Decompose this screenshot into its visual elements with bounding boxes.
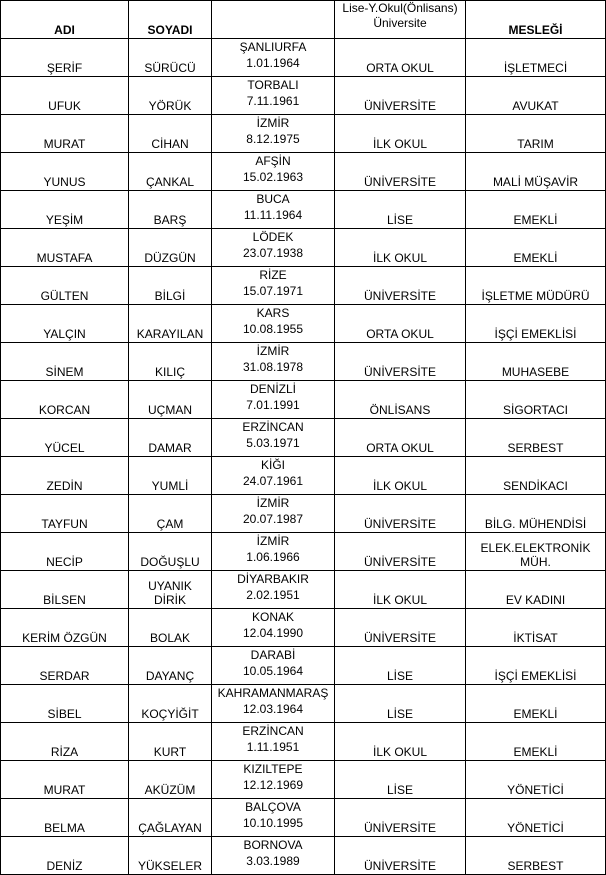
- occupation-cell: EMEKLİ: [466, 685, 606, 723]
- place-date-cell: [212, 343, 335, 381]
- surname-cell: KARAYILAN: [129, 305, 212, 343]
- education-cell: ORTA OKUL: [335, 419, 466, 457]
- place-date-cell: [212, 571, 335, 609]
- place-date-cell: [212, 77, 335, 115]
- birth-date: 7.01.1991: [246, 398, 300, 412]
- birth-date: 11.11.1964: [243, 208, 303, 222]
- birth-date: 12.12.1969: [242, 778, 304, 792]
- birth-date: 1.06.1966: [246, 550, 300, 564]
- occupation-cell: İŞÇİ EMEKLİSİ: [466, 647, 606, 685]
- education-cell: İLK OKUL: [335, 571, 466, 609]
- place-date-cell: [212, 837, 335, 875]
- place-date-cell: [212, 609, 335, 647]
- table-row: [1, 381, 606, 419]
- birth-date: 31.08.1978: [242, 360, 304, 374]
- table-row: [1, 77, 606, 115]
- table-row: [1, 533, 606, 571]
- occupation-cell: SERBEST: [466, 837, 606, 875]
- table-row: [1, 837, 606, 875]
- education-cell: ÜNİVERSİTE: [335, 153, 466, 191]
- surname-cell: BOLAK: [129, 609, 212, 647]
- education-cell: ÜNİVERSİTE: [335, 837, 466, 875]
- table-row: [1, 191, 606, 229]
- birth-place: ERZİNCAN: [242, 420, 304, 434]
- place-date-cell: [212, 381, 335, 419]
- surname-cell: AKÜZÜM: [129, 761, 212, 799]
- birth-date: 1.11.1951: [246, 740, 300, 754]
- surname-cell: BİLGİ: [129, 267, 212, 305]
- header-occupation: MESLEĞİ: [466, 1, 606, 39]
- surname-cell: BARŞ: [129, 191, 212, 229]
- place-date-cell: [212, 533, 335, 571]
- birth-date: 2.02.1951: [246, 588, 300, 602]
- birth-date: 15.02.1963: [242, 170, 304, 184]
- education-cell: İLK OKUL: [335, 229, 466, 267]
- occupation-cell: MALİ MÜŞAVİR: [466, 153, 606, 191]
- name-cell: YALÇIN: [1, 305, 129, 343]
- education-cell: ÜNİVERSİTE: [335, 343, 466, 381]
- birth-place: RİZE: [259, 268, 287, 282]
- place-date-cell: [212, 495, 335, 533]
- birth-place: BALÇOVA: [245, 800, 301, 814]
- birth-place: İZMİR: [256, 344, 290, 358]
- occupation-cell: AVUKAT: [466, 77, 606, 115]
- header-name: ADI: [1, 1, 129, 39]
- place-date-cell: [212, 305, 335, 343]
- table-row: [1, 419, 606, 457]
- name-cell: MURAT: [1, 115, 129, 153]
- birth-date: 5.03.1971: [246, 436, 300, 450]
- occupation-cell: EMEKLİ: [466, 191, 606, 229]
- surname-cell: CİHAN: [129, 115, 212, 153]
- education-cell: ÜNİVERSİTE: [335, 77, 466, 115]
- table-row: [1, 229, 606, 267]
- education-cell: LİSE: [335, 647, 466, 685]
- birth-date: 12.04.1990: [242, 626, 304, 640]
- education-cell: ÜNİVERSİTE: [335, 495, 466, 533]
- education-cell: ÜNİVERSİTE: [335, 609, 466, 647]
- name-cell: BİLSEN: [1, 571, 129, 609]
- surname-cell: KOÇYİĞİT: [129, 685, 212, 723]
- surname-cell: KILIÇ: [129, 343, 212, 381]
- header-education: Lise-Y.Okul(Önlisans) Üniversite: [335, 1, 466, 39]
- table-row: [1, 305, 606, 343]
- education-cell: LİSE: [335, 685, 466, 723]
- name-cell: YÜCEL: [1, 419, 129, 457]
- place-date-cell: [212, 685, 335, 723]
- place-date-cell: [212, 457, 335, 495]
- surname-cell: ÇANKAL: [129, 153, 212, 191]
- surname-cell: DAYANÇ: [129, 647, 212, 685]
- birth-place: AFŞİN: [255, 154, 291, 168]
- education-cell: ÜNİVERSİTE: [335, 799, 466, 837]
- surname-cell: UYANIK DİRİK: [129, 571, 212, 609]
- birth-date: 15.07.1971: [242, 284, 304, 298]
- occupation-cell: TARIM: [466, 115, 606, 153]
- table-header: [1, 1, 606, 39]
- table-row: [1, 571, 606, 609]
- birth-place: TORBALI: [247, 78, 299, 92]
- occupation-cell: İŞLETMECİ: [466, 39, 606, 77]
- name-cell: DENİZ: [1, 837, 129, 875]
- education-cell: İLK OKUL: [335, 457, 466, 495]
- table-body: [1, 39, 606, 875]
- surname-cell: DOĞUŞLU: [129, 533, 212, 571]
- place-date-cell: [212, 799, 335, 837]
- occupation-cell: MUHASEBE: [466, 343, 606, 381]
- table-row: [1, 343, 606, 381]
- name-cell: YUNUS: [1, 153, 129, 191]
- birth-date: 1.01.1964: [246, 56, 300, 70]
- surname-cell: UÇMAN: [129, 381, 212, 419]
- table-row: [1, 115, 606, 153]
- name-cell: RİZA: [1, 723, 129, 761]
- name-cell: YEŞİM: [1, 191, 129, 229]
- birth-place: KARS: [256, 306, 290, 320]
- birth-place: KONAK: [251, 610, 294, 624]
- table-row: [1, 723, 606, 761]
- education-cell: LİSE: [335, 761, 466, 799]
- surname-cell: KURT: [129, 723, 212, 761]
- education-cell: ÜNİVERSİTE: [335, 267, 466, 305]
- education-cell: LİSE: [335, 191, 466, 229]
- name-cell: KORCAN: [1, 381, 129, 419]
- birth-date: 24.07.1961: [242, 474, 304, 488]
- occupation-cell: SİGORTACI: [466, 381, 606, 419]
- name-cell: NECİP: [1, 533, 129, 571]
- occupation-cell: SERBEST: [466, 419, 606, 457]
- occupation-cell: İŞÇİ EMEKLİSİ: [466, 305, 606, 343]
- surname-cell: DAMAR: [129, 419, 212, 457]
- place-date-cell: [212, 229, 335, 267]
- birth-date: 20.07.1987: [242, 512, 304, 526]
- place-date-cell: [212, 647, 335, 685]
- birth-place: DARABİ: [250, 648, 296, 662]
- name-cell: UFUK: [1, 77, 129, 115]
- table-row: [1, 495, 606, 533]
- education-cell: İLK OKUL: [335, 115, 466, 153]
- name-cell: SİBEL: [1, 685, 129, 723]
- education-cell: ÖNLİSANS: [335, 381, 466, 419]
- occupation-cell: İKTİSAT: [466, 609, 606, 647]
- birth-place: BUCA: [256, 192, 290, 206]
- education-cell: ORTA OKUL: [335, 39, 466, 77]
- place-date-cell: [212, 723, 335, 761]
- occupation-cell: EMEKLİ: [466, 229, 606, 267]
- birth-place: İZMİR: [256, 496, 290, 510]
- place-date-cell: [212, 191, 335, 229]
- name-cell: KERİM ÖZGÜN: [1, 609, 129, 647]
- birth-place: İZMİR: [256, 116, 290, 130]
- education-cell: ÜNİVERSİTE: [335, 533, 466, 571]
- table-row: [1, 761, 606, 799]
- surname-cell: SÜRÜCÜ: [129, 39, 212, 77]
- birth-place: KAHRAMANMARAŞ: [217, 686, 329, 700]
- birth-date: 10.08.1955: [242, 322, 304, 336]
- occupation-cell: EMEKLİ: [466, 723, 606, 761]
- birth-place: LÖDEK: [252, 230, 294, 244]
- occupation-cell: YÖNETİCİ: [466, 799, 606, 837]
- education-cell: ORTA OKUL: [335, 305, 466, 343]
- name-cell: BELMA: [1, 799, 129, 837]
- name-cell: MURAT: [1, 761, 129, 799]
- name-cell: ŞERİF: [1, 39, 129, 77]
- occupation-cell: BİLG. MÜHENDİSİ: [466, 495, 606, 533]
- occupation-cell: SENDİKACI: [466, 457, 606, 495]
- name-cell: SERDAR: [1, 647, 129, 685]
- birth-date: 8.12.1975: [246, 132, 300, 146]
- surname-cell: YÜKSELER: [129, 837, 212, 875]
- occupation-cell: EV KADINI: [466, 571, 606, 609]
- table-row: [1, 267, 606, 305]
- header-row: [1, 1, 606, 39]
- birth-place: DENİZLİ: [249, 382, 296, 396]
- occupation-cell: YÖNETİCİ: [466, 761, 606, 799]
- place-date-cell: [212, 267, 335, 305]
- birth-date: 10.05.1964: [242, 664, 304, 678]
- header-place-date: [212, 1, 335, 39]
- occupation-cell: İŞLETME MÜDÜRÜ: [466, 267, 606, 305]
- place-date-cell: [212, 39, 335, 77]
- birth-place: ERZİNCAN: [242, 724, 304, 738]
- birth-place: KIZILTEPE: [243, 762, 303, 776]
- surname-cell: YÖRÜK: [129, 77, 212, 115]
- table-row: [1, 799, 606, 837]
- name-cell: TAYFUN: [1, 495, 129, 533]
- header-surname: SOYADI: [129, 1, 212, 39]
- birth-date: 3.03.1989: [246, 854, 300, 868]
- place-date-cell: [212, 153, 335, 191]
- surname-cell: ÇAM: [129, 495, 212, 533]
- place-date-cell: [212, 419, 335, 457]
- birth-date: 7.11.1961: [246, 94, 300, 108]
- birth-place: DİYARBAKIR: [237, 572, 309, 586]
- place-date-cell: [212, 115, 335, 153]
- birth-date: 23.07.1938: [242, 246, 304, 260]
- occupation-cell: ELEK.ELEKTRONİK MÜH.: [466, 533, 606, 571]
- table-row: [1, 685, 606, 723]
- name-cell: GÜLTEN: [1, 267, 129, 305]
- table-row: [1, 609, 606, 647]
- place-date-cell: [212, 761, 335, 799]
- table-row: [1, 457, 606, 495]
- table-row: [1, 153, 606, 191]
- birth-place: BORNOVA: [243, 838, 303, 852]
- name-cell: SİNEM: [1, 343, 129, 381]
- birth-place: İZMİR: [256, 534, 290, 548]
- education-cell: İLK OKUL: [335, 723, 466, 761]
- birth-date: 12.03.1964: [242, 702, 304, 716]
- surname-cell: DÜZGÜN: [129, 229, 212, 267]
- name-cell: MUSTAFA: [1, 229, 129, 267]
- birth-place: KİĞI: [260, 458, 285, 472]
- surname-cell: ÇAĞLAYAN: [129, 799, 212, 837]
- name-cell: ZEDİN: [1, 457, 129, 495]
- birth-date: 10.10.1995: [242, 816, 304, 830]
- table-row: [1, 39, 606, 77]
- birth-place: ŞANLIURFA: [239, 40, 307, 54]
- table-row: [1, 647, 606, 685]
- surname-cell: YUMLİ: [129, 457, 212, 495]
